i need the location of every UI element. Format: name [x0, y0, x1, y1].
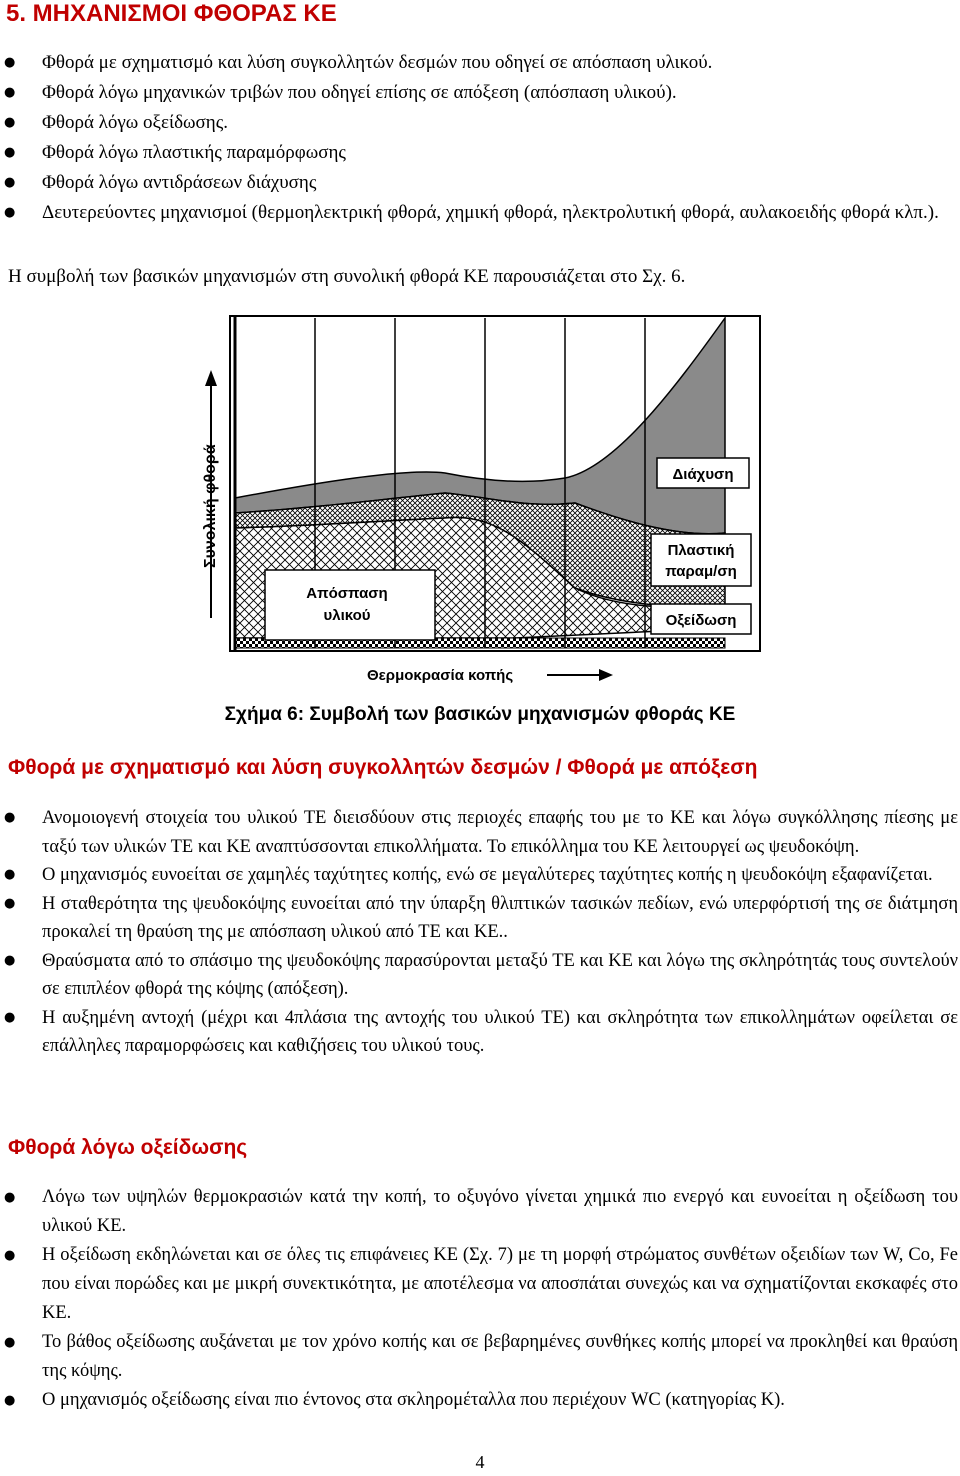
list-item: ● Φθορά λόγω μηχανικών τριβών που οδηγεί επίσης σε απόξεση (απόσπαση υλικού).: [0, 78, 960, 108]
list-item: ● Η οξείδωση εκδηλώνεται και σε όλες τις επιφάνειες ΚΕ (Σχ. 7) με τη μορφή στρώματος συνθέτων οξειδίων των W, Co, Fe που είναι πορώδες και με μικρή συνεκτικότητα, με αποτέλεσμα να αποσπάται συνεχώς και να σχηματίζονται εκσκαφές στο ΚΕ.: [0, 1241, 960, 1328]
oxidation-label: Οξείδωση: [665, 612, 737, 629]
list-item: ● Η αυξημένη αντοχή (μέχρι και 4πλάσια της αντοχής του υλικού ΤΕ) και σκληρότητα των επικολλημάτων οφείλεται σε επάλληλες παραμορφώσεις και καθιζήσεις του υλικού τους.: [0, 1004, 960, 1061]
bullet-icon: ●: [4, 895, 16, 911]
list-item: ● Θραύσματα από το σπάσιμο της ψευδοκόψης παρασύρονται μεταξύ ΤΕ και ΚΕ και λόγω της σκληρότητάς τους συντελούν σε επιπλέον φθορά της κόψης (απόξεση).: [0, 947, 960, 1004]
list-item: ● Η σταθερότητα της ψευδοκόψης ευνοείται από την ύπαρξη θλιπτικών τασικών πεδίων, ενώ υπερφόρτισή της σε διάτμηση προκαλεί τη θραύση της με απόσπαση υλικού από ΤΕ και ΚΕ..: [0, 890, 960, 947]
bullet-icon: ●: [4, 1009, 16, 1025]
y-arrowhead-icon: [205, 370, 217, 386]
bullet-icon: ●: [4, 85, 16, 100]
list-item: ● Ανομοιογενή στοιχεία του υλικού ΤΕ διεισδύουν στις περιοχές επαφής του με το ΚΕ και λόγω συγκόλλησης πίεσης με ταξύ των υλικών ΤΕ και ΚΕ αναπτύσσονται επικολλήματα. Το επικόλλημα του ΚΕ λειτουργεί ως ψευδοκόψη.: [0, 804, 960, 861]
list-item: ● Φθορά λόγω αντιδράσεων διάχυσης: [0, 168, 960, 198]
bullet-icon: ●: [4, 867, 16, 882]
subheading-adhesion: Φθορά με σχηματισμό και λύση συγκολλητών δεσμών / Φθορά με απόξεση: [8, 756, 758, 779]
plastic-label-line1: Πλαστική: [667, 542, 735, 559]
removal-label-box: [265, 570, 435, 640]
list-item: ● Φθορά λόγω πλαστικής παραμόρφωσης: [0, 138, 960, 168]
mechanisms-list: [0, 48, 960, 228]
list-item: ● Δευτερεύοντες μηχανισμοί (θερμοηλεκτρική φθορά, χημική φθορά, ηλεκτρολυτική φθορά, αυλακοειδής φθορά κλπ.).: [0, 198, 960, 228]
bullet-icon: ●: [4, 1393, 16, 1408]
bullet-icon: ●: [4, 115, 16, 130]
list-item: ● Λόγω των υψηλών θερμοκρασιών κατά την κοπή, το οξυγόνο γίνεται χημικά πιο ενεργό και ευνοείται η οξείδωση του υλικού ΚΕ.: [0, 1183, 960, 1241]
subheading-oxidation: Φθορά λόγω οξείδωσης: [8, 1136, 248, 1159]
wear-diagram: [195, 308, 765, 698]
bullet-icon: ●: [4, 55, 16, 70]
x-arrowhead-icon: [599, 669, 613, 681]
plastic-label-line2: παραμ/ση: [665, 563, 737, 580]
bullet-icon: ●: [4, 952, 16, 968]
bullet-icon: ●: [4, 810, 16, 825]
section-title: 5. ΜΗΧΑΝΙΣΜΟΙ ΦΘΟΡΑΣ ΚΕ: [6, 0, 337, 27]
removal-label-line1: Απόσπαση: [306, 585, 388, 602]
figure-intro-text: Η συμβολή των βασικών μηχανισμών στη συνολική φθορά ΚΕ παρουσιάζεται στο Σχ. 6.: [8, 266, 686, 287]
list-item: ● Φθορά λόγω οξείδωσης.: [0, 108, 960, 138]
bullet-icon: ●: [4, 1190, 16, 1205]
bullet-icon: ●: [4, 145, 16, 160]
oxidation-list: [0, 1183, 960, 1415]
list-item: ● Ο μηχανισμός ευνοείται σε χαμηλές ταχύτητες κοπής, ενώ σε μεγαλύτερες ταχύτητες κοπής η ψευδοκόψη εξαφανίζεται.: [0, 861, 960, 890]
bullet-icon: ●: [4, 1335, 16, 1350]
list-item: ● Ο μηχανισμός οξείδωσης είναι πιο έντονος στα σκληρομέταλλα που περιέχουν WC (κατηγορίας Κ).: [0, 1386, 960, 1415]
diffusion-label: Διάχυση: [672, 466, 734, 483]
list-item: ● Φθορά με σχηματισμό και λύση συγκολλητών δεσμών που οδηγεί σε απόσπαση υλικού.: [0, 48, 960, 78]
bullet-icon: ●: [4, 205, 16, 220]
y-axis-label: Συνολική φθορά: [202, 444, 219, 568]
x-axis-label: Θερμοκρασία κοπής: [367, 667, 514, 684]
page-number: 4: [475, 1452, 485, 1472]
removal-label-line2: υλικού: [323, 607, 371, 624]
bullet-icon: ●: [4, 175, 16, 190]
bullet-icon: ●: [4, 1248, 16, 1263]
adhesion-list: [0, 804, 960, 1061]
list-item: ● Το βάθος οξείδωσης αυξάνεται με τον χρόνο κοπής και σε βεβαρημένες συνθήκες κοπής μπορεί να προκληθεί και θραύση της κόψης.: [0, 1328, 960, 1386]
figure-caption: Σχήμα 6: Συμβολή των βασικών μηχανισμών φθοράς ΚΕ: [224, 704, 736, 725]
wear-mechanisms-figure: [195, 308, 765, 703]
